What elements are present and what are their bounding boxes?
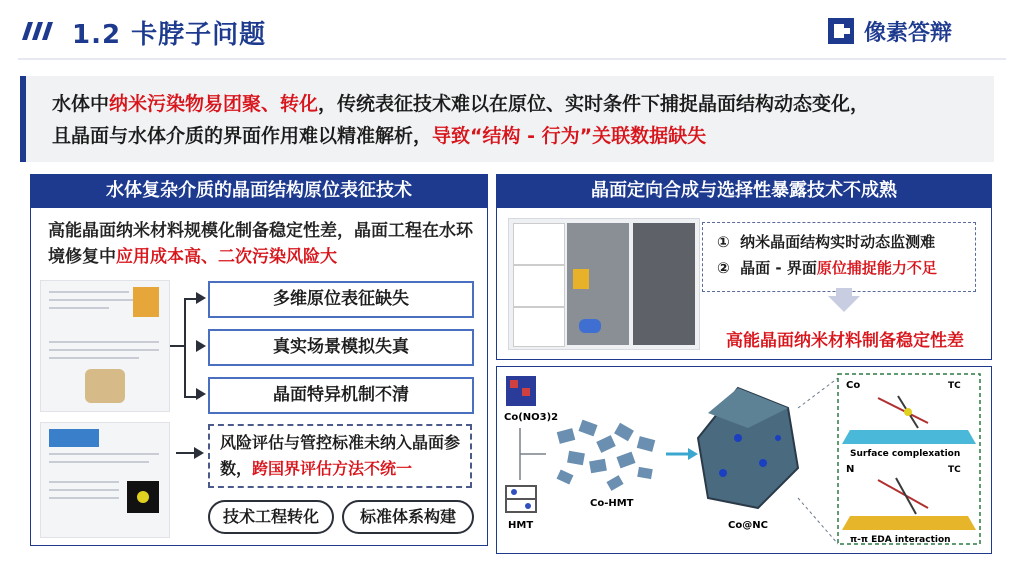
arrow-right-icon (194, 447, 204, 459)
left-panel-title: 水体复杂介质的晶面结构原位表征技术 (30, 174, 488, 208)
bracket-stem (170, 345, 184, 347)
label-pi-pi: π-π EDA interaction (850, 535, 951, 545)
label-tc-2: TC (948, 465, 961, 475)
hmt-molecule-icon (506, 486, 536, 512)
pill-tech-transfer: 技术工程转化 (208, 500, 334, 534)
arrow-right-icon (196, 292, 206, 304)
synthesis-diagram (498, 368, 988, 550)
issue-box-2: 真实场景模拟失真 (208, 329, 474, 366)
label-cobalt-nitrate: Co(NO3)2 (504, 412, 559, 423)
risk-arrow-stem (176, 452, 196, 454)
logo-text: 像素答辩 (864, 20, 953, 46)
arrow-right-icon (196, 340, 206, 352)
challenge-item-1: ① 纳米晶面结构实时动态监测难 (717, 233, 936, 251)
label-co-nc: Co@NC (728, 520, 768, 531)
header-divider (18, 58, 1006, 60)
challenge-item-2: ② 晶面 - 界面原位捕捉能力不足 (717, 259, 937, 277)
characterization-figure (508, 218, 700, 350)
down-arrow-icon (828, 296, 860, 312)
label-hmt: HMT (508, 520, 534, 531)
page-title: 1.2 卡脖子问题 (72, 20, 267, 50)
risk-box: 风险评估与管控标准未纳入晶面参数，跨国界评估方法不统一 (208, 424, 472, 488)
arrow-right-icon (196, 388, 206, 400)
right-panel-title: 晶面定向合成与选择性暴露技术不成熟 (496, 174, 992, 208)
co-nc-polyhedron-icon (698, 388, 798, 508)
brand-logo (826, 14, 952, 48)
logo-mark-icon (826, 16, 856, 46)
paper-thumbnail-1 (40, 280, 170, 412)
co-hmt-flakes-icon (557, 420, 656, 491)
label-co-hmt: Co-HMT (590, 498, 634, 509)
paper-thumbnail-2 (40, 422, 170, 538)
label-n: N (846, 464, 855, 475)
header-stripes-icon (22, 22, 56, 40)
label-surface-complexation: Surface complexation (850, 449, 961, 459)
intro-accent-bar (20, 76, 26, 162)
intro-text: 水体中纳米污染物易团聚、转化，传统表征技术难以在原位、实时条件下捕捉晶面结构动态变化， 且晶面与水体介质的界面作用难以精准解析，导致“结构 - 行为”关联数据缺失 (52, 93, 870, 147)
pill-standard-system: 标准体系构建 (342, 500, 474, 534)
cobalt-nitrate-crystal-icon (506, 376, 536, 406)
conclusion-text: 高能晶面纳米材料制备稳定性差 (726, 331, 964, 351)
challenge-list (702, 222, 976, 292)
label-tc-1: TC (948, 381, 961, 391)
issue-box-1: 多维原位表征缺失 (208, 281, 474, 318)
issue-box-3: 晶面特异机制不清 (208, 377, 474, 414)
label-co: Co (846, 380, 861, 391)
left-panel-desc: 高能晶面纳米材料规模化制备稳定性差，晶面工程在水环境修复中应用成本高、二次污染风险大 (48, 221, 473, 267)
